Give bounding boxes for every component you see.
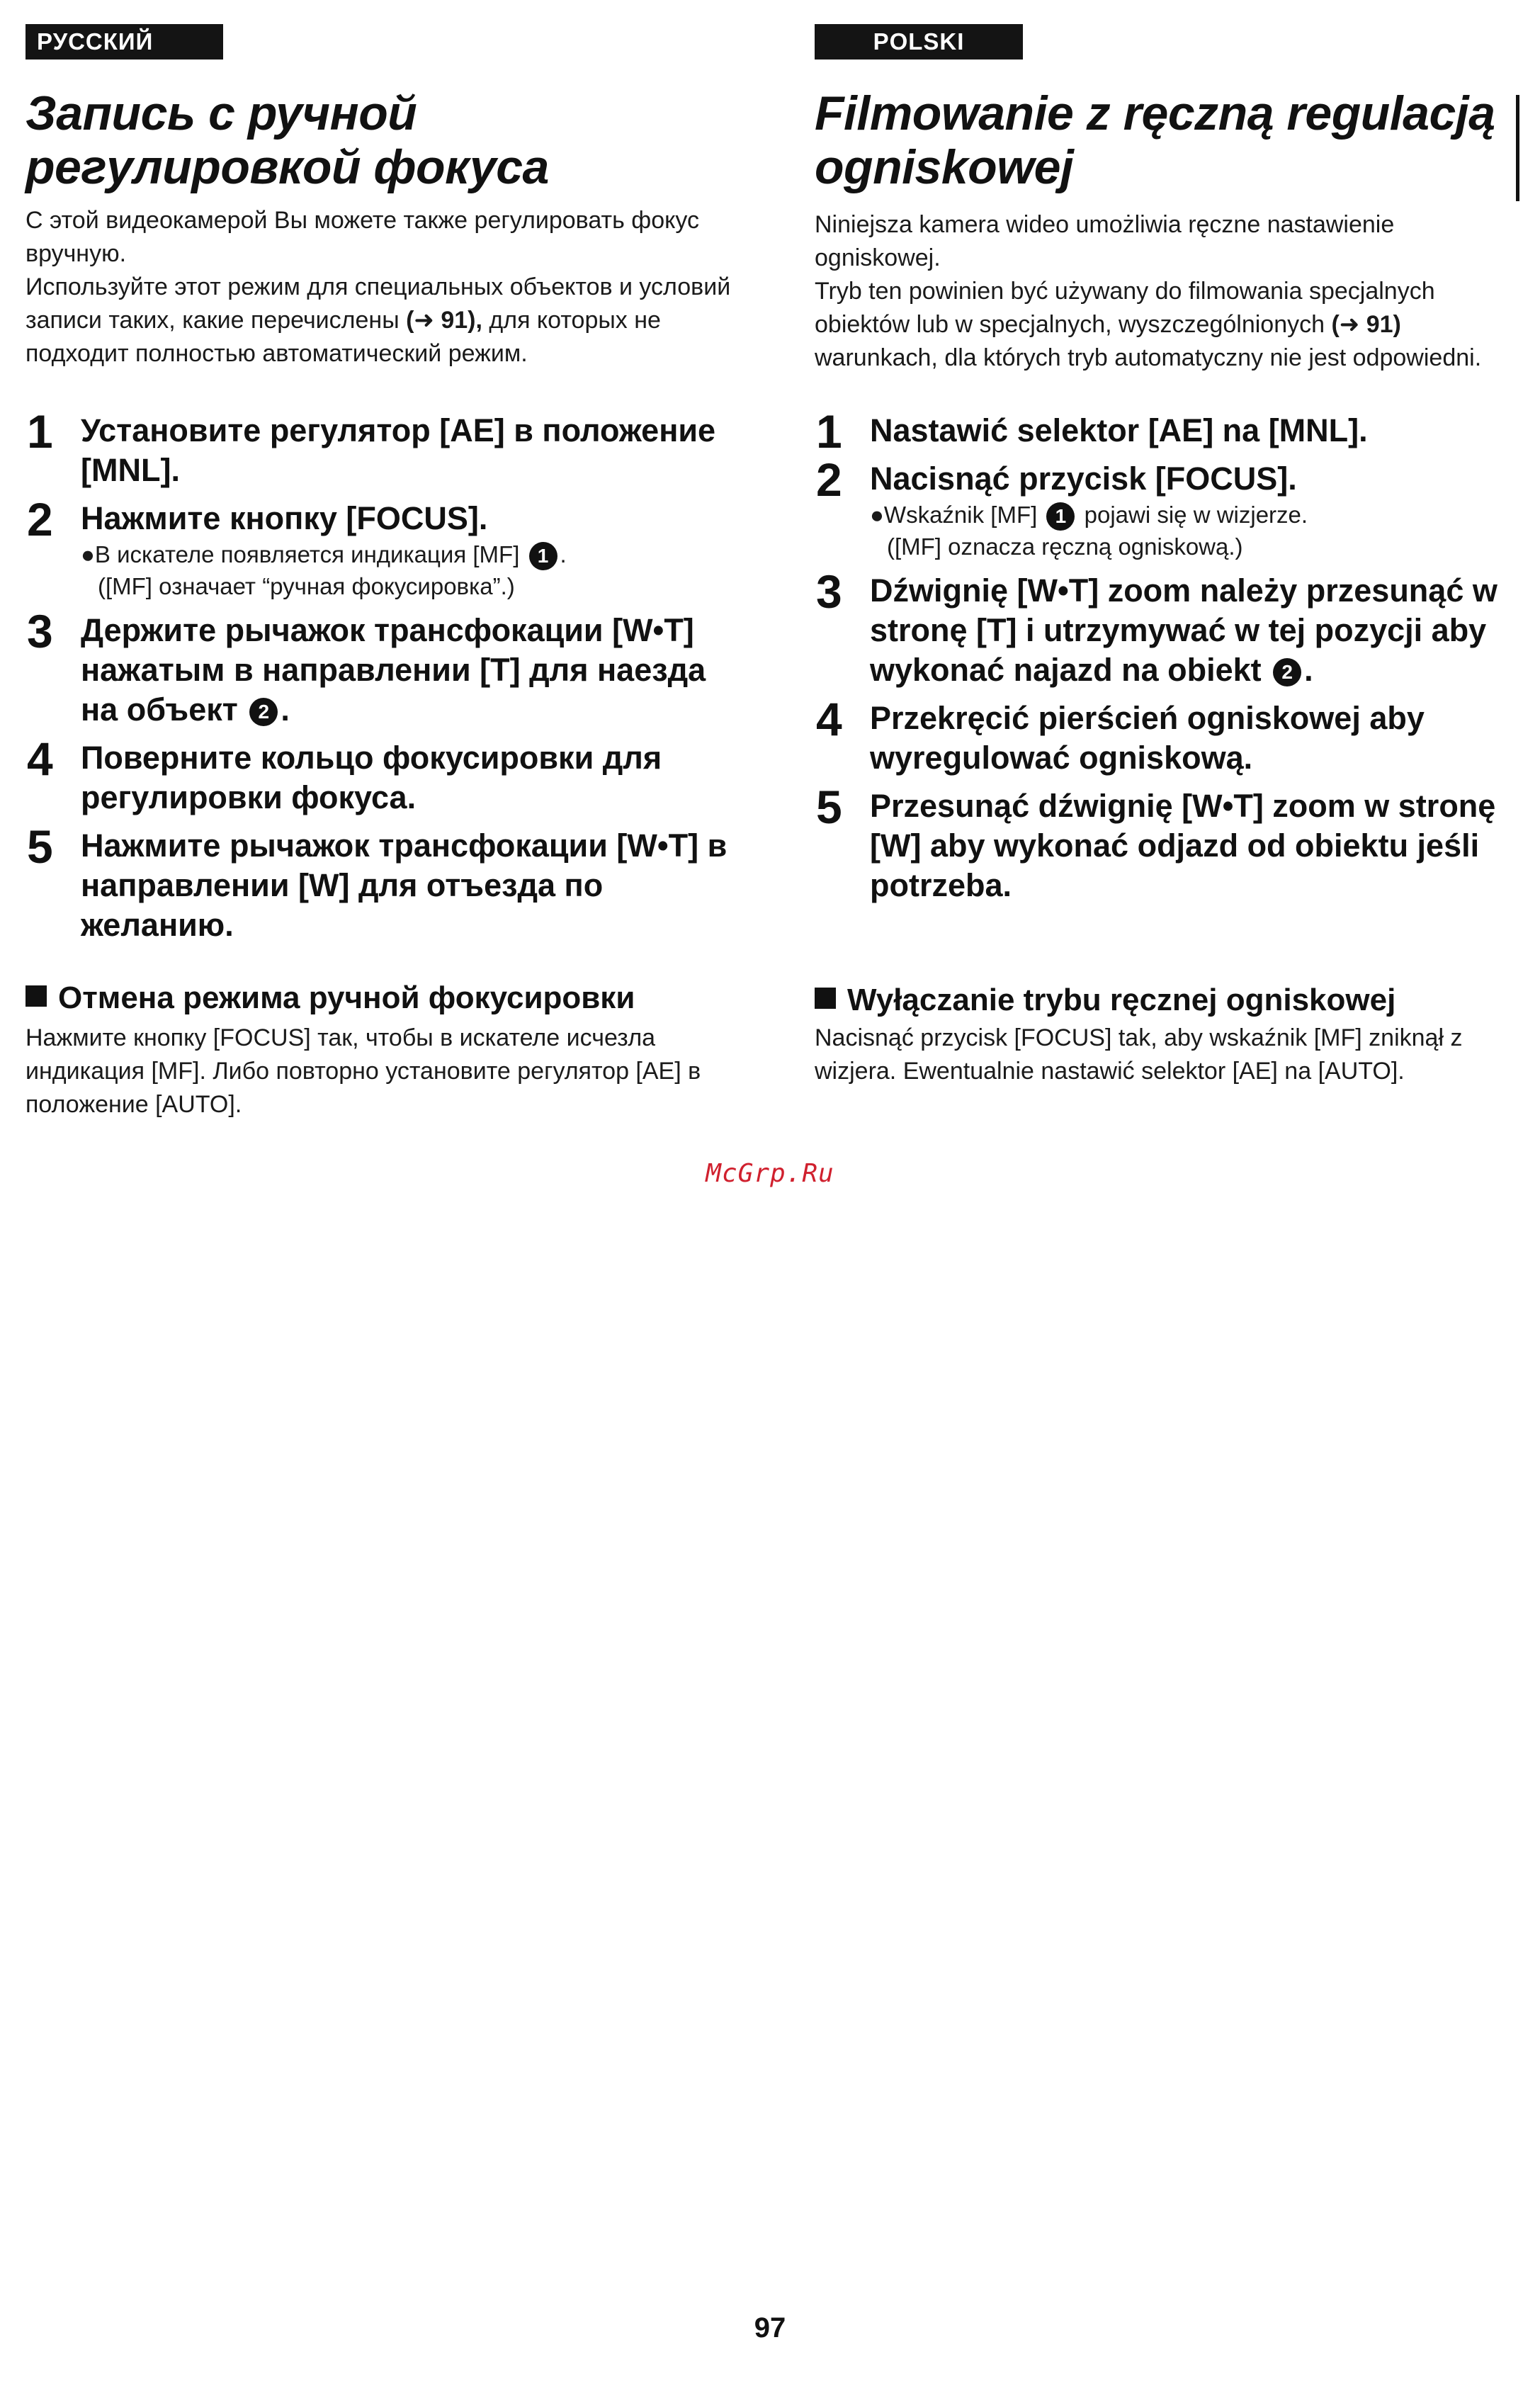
cancel-heading-text: Отмена режима ручной фокусировки	[58, 980, 635, 1015]
step-text	[81, 611, 734, 730]
step-text: Поверните кольцо фокусировки для регулировки фокуса.	[81, 740, 662, 816]
step-1	[815, 405, 1523, 458]
step-text: Przesunąć dźwignię [W•T] zoom w stronę [W] aby wykonać odjazd od obiektu jeśli potrzeba.	[870, 788, 1496, 904]
step-number: 3	[27, 605, 53, 658]
step-text-end: .	[281, 691, 290, 728]
intro-text-russian	[26, 204, 734, 371]
page-title-russian	[26, 86, 549, 194]
title-line-2: ogniskowej	[815, 140, 1074, 194]
circle-number-icon: 2	[1273, 658, 1301, 686]
step-text-end: .	[1304, 652, 1313, 689]
step-3	[815, 565, 1523, 690]
title-line-1: Запись с ручной	[26, 86, 417, 140]
circle-number-icon: 2	[249, 698, 278, 726]
step-text	[870, 571, 1523, 690]
circle-number-icon: 1	[529, 542, 557, 570]
step-text: Установите регулятор [AE] в положение [MNL].	[81, 412, 716, 488]
title-line-1: Filmowanie z ręczną regulacją	[815, 86, 1495, 140]
intro-paragraph-1: Niniejsza kamera wideo umożliwia ręczne nastawienie ogniskowej.	[815, 211, 1395, 271]
step-number: 2	[816, 453, 842, 506]
step-text: Przekręcić pierścień ogniskowej aby wyregulować ogniskową.	[870, 700, 1425, 776]
circle-number-icon: 1	[1046, 502, 1075, 531]
step-5	[26, 820, 734, 945]
step-5	[815, 781, 1523, 905]
cancel-body-russian: Нажмите кнопку [FOCUS] так, чтобы в искателе исчезла индикация [MF]. Либо повторно установите регулятор [AE] в положение [AUTO].	[26, 1024, 701, 1118]
note-text: ●В искателе появляется индикация [MF]	[81, 541, 520, 567]
step-number: 4	[27, 733, 53, 786]
intro-text: Tryb ten powinien być używany do filmowania specjalnych obiektów lub w specjalnych, wyszczególnionych	[815, 278, 1435, 338]
step-number: 1	[816, 405, 842, 458]
cancel-body-polish: Nacisnąć przycisk [FOCUS] tak, aby wskaźnik [MF] zniknął z wizjera. Ewentualnie nastawić selektor [AE] na [AUTO].	[815, 1024, 1463, 1085]
step-note: ([MF] означает “ручная фокусировка”.)	[98, 573, 515, 600]
note-text: pojawi się w wizjerze.	[1084, 502, 1308, 528]
step-4	[26, 733, 734, 818]
step-number: 3	[816, 565, 842, 618]
step-text: Нажмите рычажок трансфокации [W•T] в направлении [W] для отъезда по желанию.	[81, 827, 727, 944]
cancel-heading-text: Wyłączanie trybu ręcznej ogniskowej	[847, 983, 1396, 1017]
language-tab-russian: РУССКИЙ ЯЗЫК	[26, 24, 223, 60]
note-text: ●Wskaźnik [MF]	[870, 502, 1038, 528]
step-3	[26, 605, 734, 730]
step-text: Nacisnąć przycisk [FOCUS].	[870, 460, 1297, 497]
step-note	[870, 499, 1523, 531]
step-number: 4	[816, 693, 842, 746]
page-title-polish	[815, 86, 1495, 194]
margin-bar	[1516, 95, 1519, 201]
intro-paragraph-2	[815, 275, 1523, 375]
step-number: 5	[816, 781, 842, 834]
cancel-heading-russian	[26, 978, 734, 1018]
step-number: 1	[27, 405, 53, 458]
watermark: McGrp.Ru	[706, 1159, 834, 1188]
steps-list-polish	[815, 405, 1523, 914]
step-note: ([MF] oznacza ręczną ogniskową.)	[887, 533, 1243, 560]
step-text-main: Dźwignię [W•T] zoom należy przesunąć w stronę [T] i utrzymywać w tej pozycji aby wykonać najazd na obiekt	[870, 572, 1497, 689]
step-text: Нажмите кнопку [FOCUS].	[81, 500, 488, 536]
step-number: 5	[27, 820, 53, 873]
step-2	[815, 453, 1523, 562]
step-text-main: Держите рычажок трансфокации [W•T] нажатым в направлении [T] для наезда на объект	[81, 612, 706, 728]
page-number: 97	[754, 2312, 786, 2343]
square-bullet-icon	[815, 988, 836, 1009]
step-1	[26, 405, 734, 490]
intro-text: для которых не подходит полностью автоматический режим.	[26, 307, 661, 367]
title-line-2: регулировкой фокуса	[26, 140, 549, 194]
note-text: .	[560, 541, 567, 567]
step-note	[81, 538, 734, 570]
step-2	[26, 493, 734, 602]
intro-text: warunkach, dla których tryb automatyczny nie jest odpowiedni.	[815, 344, 1482, 371]
steps-list-russian	[26, 405, 734, 954]
intro-paragraph-1: С этой видеокамерой Вы можете также регулировать фокус вручную.	[26, 207, 699, 267]
intro-text-polish	[815, 208, 1523, 375]
language-tab-polish: POLSKI	[815, 24, 1023, 60]
intro-paragraph-2	[26, 271, 734, 371]
cancel-heading-polish	[815, 980, 1523, 1020]
step-number: 2	[27, 493, 53, 545]
page-reference: (➜ 91),	[406, 307, 482, 334]
page-reference: (➜ 91)	[1331, 311, 1401, 338]
step-text: Nastawić selektor [AE] na [MNL].	[870, 412, 1368, 448]
intro-text: Используйте этот режим для специальных объектов и условий записи таких, какие перечислены	[26, 273, 731, 334]
step-4	[815, 693, 1523, 778]
square-bullet-icon	[26, 985, 47, 1007]
